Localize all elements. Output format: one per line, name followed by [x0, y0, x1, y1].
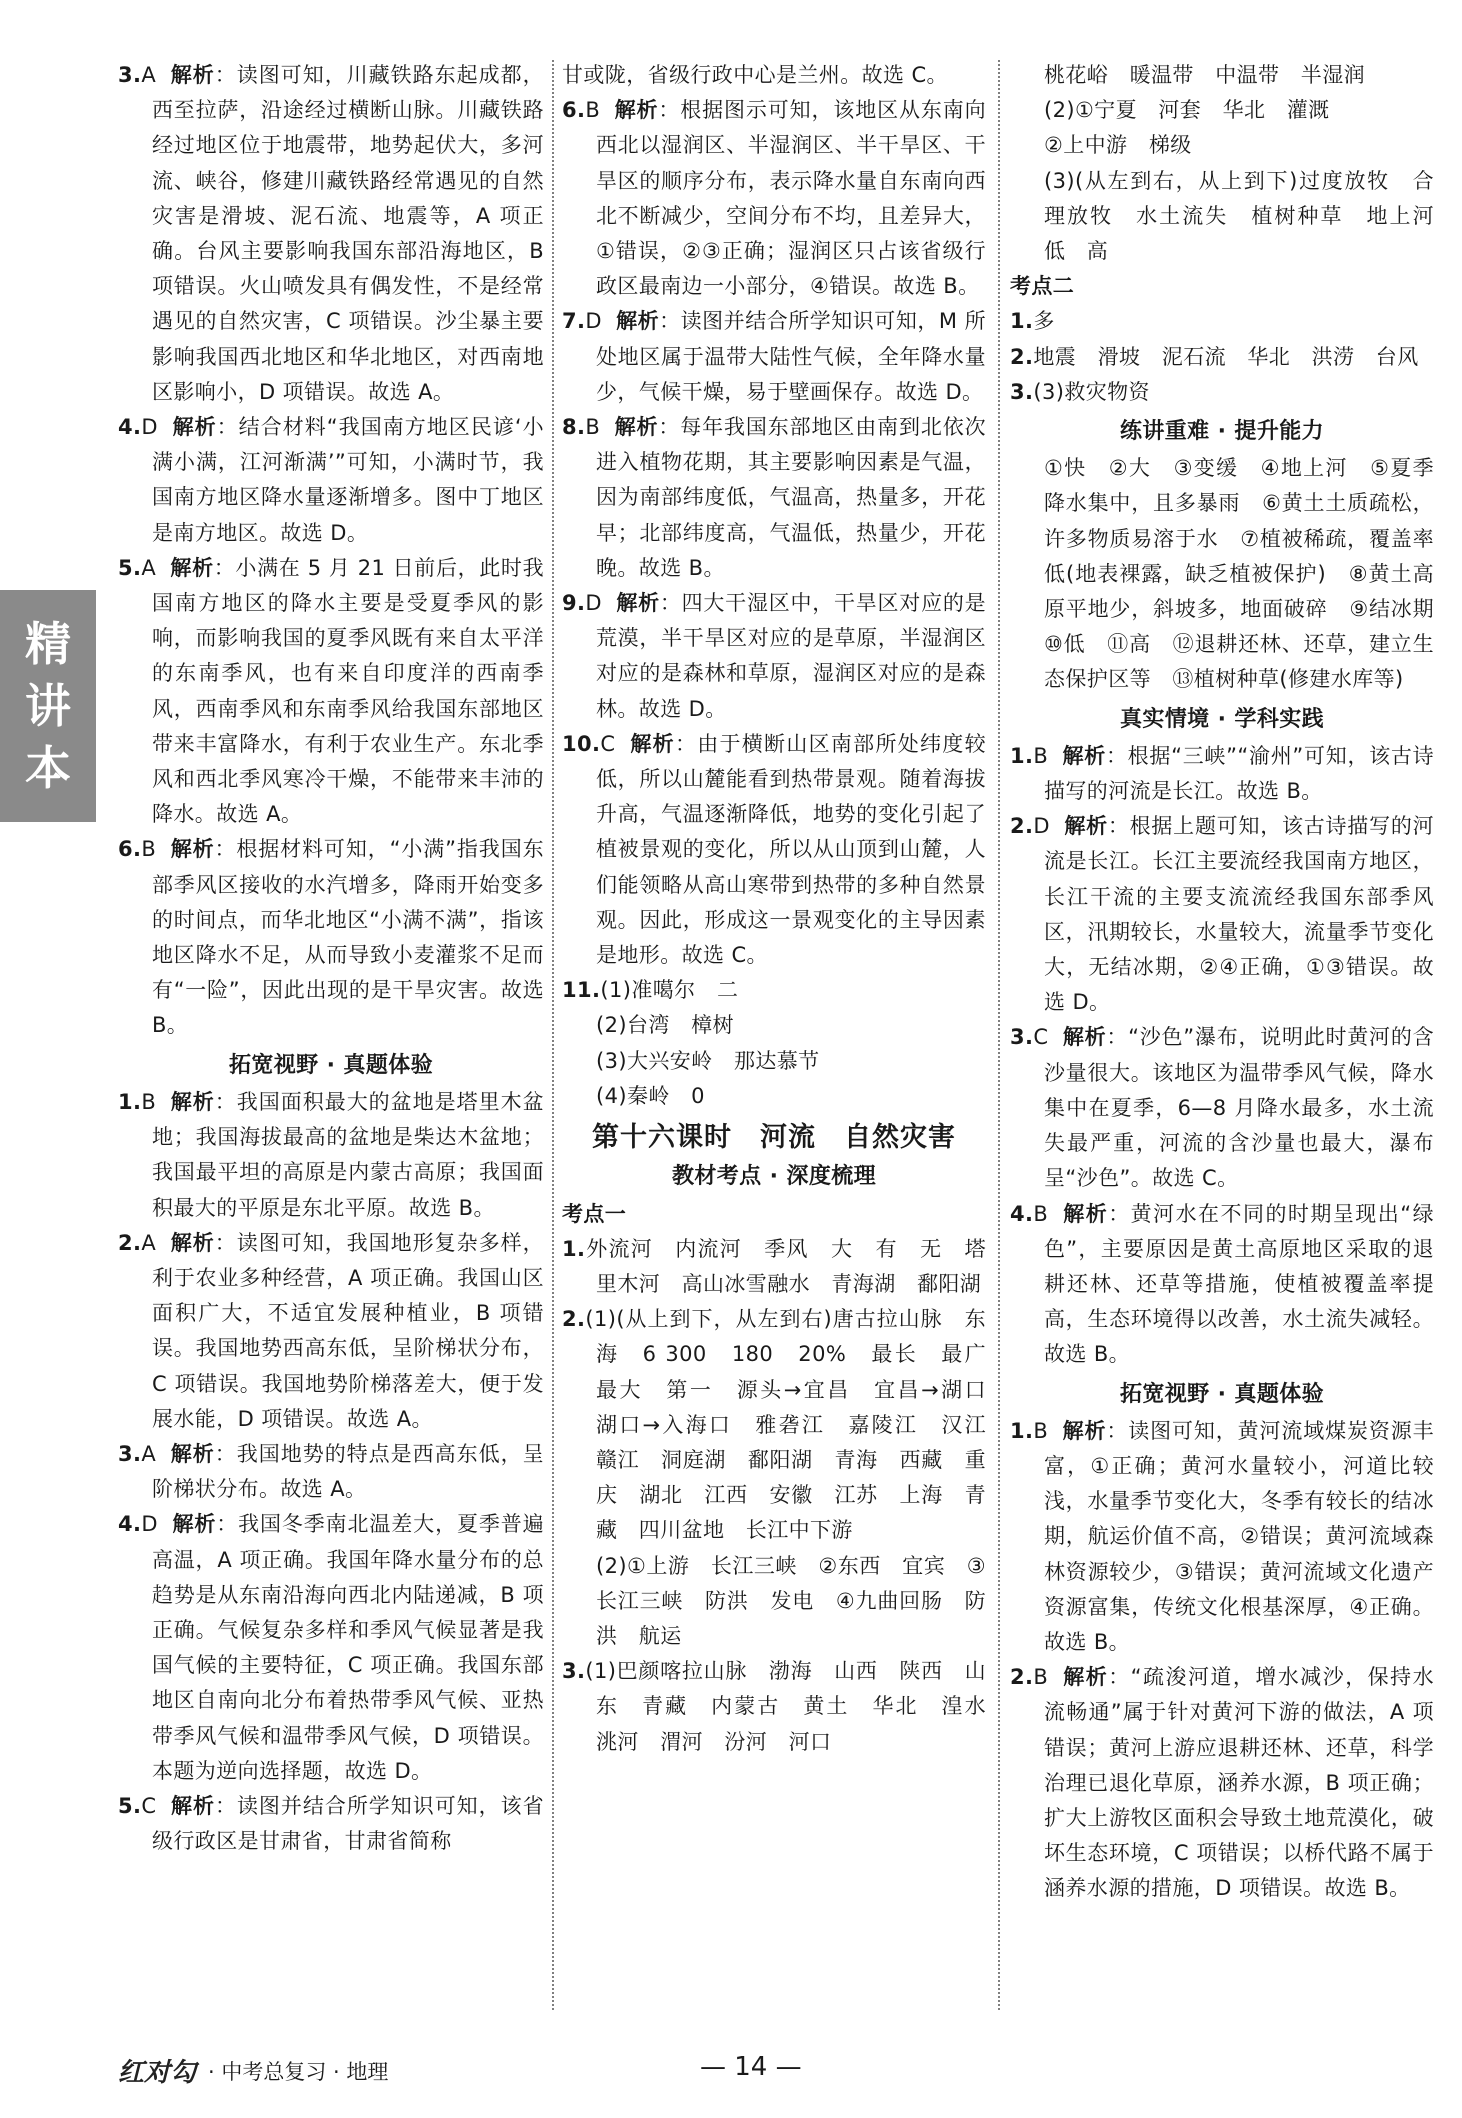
analysis-label: 解析: [170, 1230, 215, 1255]
brand-logo: 红对勾: [118, 2058, 197, 2088]
item-number: 1.: [1010, 1418, 1034, 1443]
answer-letter: A: [141, 555, 157, 580]
analysis-label: 解析: [170, 63, 215, 87]
answer-letter: D: [141, 1512, 158, 1537]
item-text: 解析：读图并结合所学知识可知，M 所处地区属于温带大陆性气候，全年降水量少，气候干燥，易于壁画保存。故选 D。: [596, 309, 986, 404]
item-number: 11.: [562, 978, 601, 1003]
item-number: 5.: [118, 555, 142, 580]
side-tab-char: 本: [25, 741, 71, 795]
column-3: [1010, 58, 1456, 1907]
analysis-label: 解析: [170, 1441, 215, 1466]
answer-line: (2)①宁夏 河套 华北 灌溉: [1044, 98, 1330, 123]
analysis-label: 解析: [171, 1512, 217, 1537]
item-number: 9.: [562, 591, 586, 616]
answer-item: [1010, 1660, 1434, 1906]
answer-item: [1010, 809, 1434, 1020]
analysis-label: 解析: [614, 415, 659, 440]
answer-letter: D: [1033, 814, 1050, 839]
analysis-label: 解析: [1062, 1025, 1107, 1050]
answer-item: [118, 1085, 544, 1226]
item-number: 6.: [118, 837, 142, 862]
item-text: (1)巴颜喀拉山脉 渤海 山西 陕西 山东 青藏 内蒙古 黄土 华北 湟水 洮河 渭河 汾河 河口: [585, 1659, 1008, 1754]
item-number: 3.: [1010, 1025, 1034, 1050]
answer-item: [1010, 340, 1434, 375]
analysis-label: 解析: [1062, 1665, 1109, 1690]
analysis-label: 解析: [171, 415, 217, 440]
answer-line: ②上中游 梯级: [1044, 133, 1192, 158]
item-number: 3.: [1010, 379, 1034, 404]
item-number: 6.: [562, 98, 586, 123]
analysis-label: 解析: [614, 98, 659, 123]
answer-item: [562, 304, 986, 410]
item-number: 2.: [1010, 1665, 1034, 1690]
answer-item: [118, 410, 544, 551]
analysis-label: 解析: [170, 837, 215, 862]
item-text: 解析：每年我国东部地区由南到北依次进入植物花期，其主要影响因素是气温，因为南部纬度低，气温高，热量多，开花早；北部纬度高，气温低，热量少，开花晚。故选 B。: [596, 415, 986, 580]
section-heading: 拓宽视野 · 真题体验: [1119, 1381, 1325, 1407]
answer-letter: A: [141, 63, 157, 87]
analysis-label: 解析: [1062, 743, 1106, 768]
item-text: 解析：读图可知，我国地形复杂多样，利于农业多种经营，A 项正确。我国山区面积广大，不适宜发展种植业，B 项错误。我国地势西高东低，呈阶梯状分布，C 项错误。我国地势阶梯落差大，便于发展水能，D 项错误。故选 A。: [152, 1230, 544, 1431]
item-text: (1)准噶尔 二: [600, 978, 739, 1003]
analysis-label: 解析: [1062, 1418, 1107, 1443]
answer-item: [562, 586, 986, 727]
item-number: 1.: [562, 1236, 586, 1261]
answer-line: (4)秦岭 0: [596, 1083, 705, 1108]
answer-item: [562, 727, 986, 973]
answer-item: [118, 1226, 544, 1437]
series-title: · 中考总复习 · 地理: [208, 2060, 389, 2084]
item-text: 解析：四大干湿区中，干旱区对应的是荒漠，半干旱区对应的是草原，半湿润区对应的是森林和草原，湿润区对应的是森林。故选 D。: [596, 591, 986, 721]
answer-letter: B: [1033, 1418, 1049, 1443]
section-heading: 真实情境 · 学科实践: [1119, 706, 1325, 732]
analysis-label: 解析: [615, 591, 660, 616]
item-number: 2.: [1010, 814, 1034, 839]
answer-item: [118, 551, 544, 833]
item-text: 解析：读图可知，川藏铁路东起成都，西至拉萨，沿途经过横断山脉。川藏铁路经过地区位于地震带，地势起伏大，多河流、峡谷，修建川藏铁路经常遇见的自然灾害是滑坡、泥石流、地震等，A 项正确。台风主要影响我国东部沿海地区，B 项错误。火山喷发具有偶发性，不是经常遇见的自然灾害，C 项错误。沙尘暴主要影响我国西北地区和华北地区，对西南地区影响小，D 项错误。故选 A。: [152, 63, 544, 404]
answer-line: (3)(从左到右，从上到下)过度放牧 合理放牧 水土流失 植树种草 地上河 低 高: [1044, 168, 1456, 264]
item-text: 解析：读图并结合所学知识可知，该省级行政区是甘肃省，甘肃省简称: [152, 1793, 544, 1854]
answer-letter: B: [1033, 1201, 1049, 1226]
item-text: 解析：读图可知，黄河流域煤炭资源丰富，①正确；黄河水量较小，河道比较浅，水量季节变化大，冬季有较长的结冰期，航运价值不高，②错误；黄河流域森林资源较少，③错误；黄河流域文化遗产资源富集，传统文化根基深厚，④正确。故选 B。: [1044, 1418, 1434, 1654]
item-text: (3)救灾物资: [1033, 379, 1150, 404]
answer-letter: B: [1033, 1665, 1049, 1690]
answer-item: [118, 58, 544, 410]
side-tab: [0, 590, 96, 822]
answer-line: (2)台湾 樟树: [596, 1013, 734, 1038]
item-text: 解析：我国面积最大的盆地是塔里木盆地；我国海拔最高的盆地是柴达木盆地；我国最平坦的高原是内蒙古高原；我国面积最大的平原是东北平原。故选 B。: [152, 1089, 544, 1220]
analysis-label: 解析: [615, 309, 660, 334]
answer-letter: C: [141, 1793, 157, 1818]
analysis-label: 解析: [170, 1089, 215, 1114]
item-number: 3.: [118, 63, 142, 87]
answer-letter: B: [141, 837, 157, 862]
item-number: 10.: [562, 731, 601, 756]
item-number: 3.: [562, 1659, 586, 1684]
answer-item: [562, 1232, 986, 1302]
answer-item: [1010, 304, 1434, 339]
item-text: 解析：结合材料“我国南方地区民谚‘小满小满，江河渐满’”可知，小满时节，我国南方地区降水量逐渐增多。图中丁地区是南方地区。故选 D。: [152, 415, 544, 545]
column-2: [562, 58, 1008, 1760]
analysis-label: 解析: [1063, 814, 1108, 839]
lesson-title: 第十六课时 河流 自然灾害: [592, 1122, 956, 1154]
answer-item: [1010, 1197, 1434, 1373]
item-text: 解析：根据上题可知，该古诗描写的河流是长江。长江主要流经我国南方地区，长江干流的主要支流流经我国东部季风区，汛期较长，水量较大，流量季节变化大，无结冰期，②④正确，①③错误。故选 D。: [1044, 814, 1434, 1015]
answer-letter: D: [585, 591, 602, 616]
item-number: 4.: [118, 1512, 142, 1537]
item-number: 1.: [1010, 309, 1034, 334]
side-tab-char: 讲: [25, 679, 71, 733]
answer-line: 桃花峪 暖温带 中温带 半湿润: [1044, 63, 1365, 87]
answer-item: [562, 1654, 1008, 1760]
item-number: 1.: [118, 1089, 142, 1114]
answer-item: [118, 1507, 544, 1789]
answer-letter: B: [585, 415, 601, 440]
item-text: 解析：由于横断山区南部所处纬度较低，所以山麓能看到热带景观。随着海拔升高，气温逐渐降低，地势的变化引起了植被景观的变化，所以从山顶到山麓，人们能领略从高山寒带到热带的多种自然景观。因此，形成这一景观变化的主导因素是地形。故选 C。: [596, 731, 986, 968]
item-number: 4.: [118, 415, 142, 440]
item-text: 解析：根据材料可知，“小满”指我国东部季风区接收的水汽增多，降雨开始变多的时间点，而华北地区“小满不满”，指该地区降水不足，从而导致小麦灌浆不足而有“一险”，因此出现的是干旱灾害。故选 B。: [152, 837, 544, 1038]
item-number: 3.: [118, 1441, 142, 1466]
answer-letter: A: [141, 1441, 157, 1466]
item-text: 解析：根据“三峡”“渝州”可知，该古诗描写的河流是长江。故选 B。: [1044, 743, 1434, 804]
answer-line: (3)大兴安岭 那达慕节: [596, 1048, 820, 1073]
answer-item: [118, 832, 544, 1043]
answer-item: [562, 973, 986, 1008]
item-text: 外流河 内流河 季风 大 有 无 塔里木河 高山冰雪融水 青海湖 鄱阳湖: [585, 1236, 986, 1296]
answer-item: [562, 93, 986, 304]
analysis-label: 解析: [1062, 1201, 1109, 1226]
column-1: [118, 58, 544, 1859]
answer-item: [118, 1437, 544, 1507]
item-text: 解析：我国地势的特点是西高东低，呈阶梯状分布。故选 A。: [152, 1441, 544, 1502]
subsection-heading: 考点一: [562, 1201, 627, 1226]
continued-text: 甘或陇，省级行政中心是兰州。故选 C。: [562, 63, 948, 87]
answer-letter: C: [1033, 1025, 1049, 1050]
answer-letter: B: [141, 1089, 157, 1114]
analysis-label: 解析: [170, 555, 214, 580]
answer-line: (2)①上游 长江三峡 ②东西 宜宾 ③长江三峡 防洪 发电 ④九曲回肠 防洪 航运: [596, 1553, 986, 1648]
answer-letter: B: [585, 98, 601, 123]
column-divider: [552, 60, 554, 2010]
answer-item: [1010, 739, 1434, 809]
item-number: 2.: [1010, 344, 1034, 369]
answer-item: [1010, 375, 1434, 410]
item-text: (1)(从上到下，从左到右)唐古拉山脉 东海 6 300 180 20% 最长 最广 最大 第一 源头→宜昌 宜昌→湖口 湖口→入海口 雅砻江 嘉陵江 汉江 赣江 洞庭湖 鄱阳湖 青海 西藏 重庆 湖北 江西 安徽 江苏 上海 青藏 四川盆地 长江中下游: [585, 1307, 1008, 1543]
answer-letter: D: [141, 415, 158, 440]
subsection-heading: 考点二: [1010, 274, 1075, 299]
answer-line: ①快 ②大 ③变缓 ④地上河 ⑤夏季降水集中，且多暴雨 ⑥黄土土质疏松，许多物质易溶于水 ⑦植被稀疏，覆盖率低(地表裸露，缺乏植被保护) ⑧黄土高原平地少，斜坡多，地面破碎 ⑨结冰期 ⑩低 ⑪高 ⑫退耕还林、还草，建立生态保护区等 ⑬植树种草(修建水库等): [1044, 456, 1456, 692]
analysis-label: 解析: [629, 731, 675, 756]
item-text: 解析：小满在 5 月 21 日前后，此时我国南方地区的降水主要是受夏季风的影响，而影响我国的夏季风既有来自太平洋的东南季风，也有来自印度洋的西南季风，西南季风和东南季风给我国东部地区带来丰富降水，有利于农业生产。东北季风和西北季风寒冷干燥，不能带来丰沛的降水。故选 A。: [152, 555, 544, 827]
analysis-label: 解析: [170, 1793, 215, 1818]
answer-item: [562, 1302, 1008, 1548]
side-tab-char: 精: [25, 617, 71, 671]
answer-item: [1010, 1414, 1434, 1660]
answer-letter: D: [585, 309, 602, 334]
section-heading: 拓宽视野 · 真题体验: [228, 1052, 434, 1078]
item-text: 解析：“沙色”瀑布，说明此时黄河的含沙量很大。该地区为温带季风气候，降水集中在夏季，6—8 月降水最多，水土流失最严重，河流的含沙量也最大，瀑布呈“沙色”。故选 C。: [1044, 1025, 1434, 1191]
item-number: 4.: [1010, 1201, 1034, 1226]
answer-letter: B: [1033, 743, 1049, 768]
item-text: 解析：根据图示可知，该地区从东南向西北以湿润区、半湿润区、半干旱区、干旱区的顺序分布，表示降水量自东南向西北不断减少，空间分布不均，且差异大，①错误，②③正确；湿润区只占该省级行政区最南边一小部分，④错误。故选 B。: [596, 98, 986, 299]
item-text: 解析：我国冬季南北温差大，夏季普遍高温，A 项正确。我国年降水量分布的总趋势是从东南沿海向西北内陆递减，B 项正确。气候复杂多样和季风气候显著是我国气候的主要特征，C 项正确。我国东部地区自南向北分布着热带季风气候、亚热带季风气候和温带季风气候，D 项错误。本题为逆向选择题，故选 D。: [152, 1512, 545, 1783]
answer-item: [562, 410, 986, 586]
page-number: — 14 —: [700, 2052, 802, 2082]
answer-item: [1010, 1020, 1434, 1196]
item-number: 7.: [562, 309, 586, 334]
item-number: 2.: [562, 1307, 586, 1332]
item-text: 地震 滑坡 泥石流 华北 洪涝 台风: [1033, 344, 1419, 369]
answer-letter: A: [141, 1230, 157, 1255]
item-text: 解析：黄河水在不同的时期呈现出“绿色”，主要原因是黄土高原地区采取的退耕还林、还草等措施，使植被覆盖率提高，生态环境得以改善，水土流失减轻。故选 B。: [1044, 1201, 1434, 1367]
answer-letter: C: [600, 731, 616, 756]
item-number: 8.: [562, 415, 586, 440]
item-text: 解析：“疏浚河道，增水减沙，保持水流畅通”属于针对黄河下游的做法，A 项错误；黄河上游应退耕还林、还草，科学治理已退化草原，涵养水源，B 项正确；扩大上游牧区面积会导致土地荒漠化，破坏生态环境，C 项错误；以桥代路不属于涵养水源的措施，D 项错误。故选 B。: [1044, 1665, 1434, 1901]
item-number: 1.: [1010, 743, 1034, 768]
item-text: 多: [1033, 309, 1055, 334]
answer-item: [118, 1789, 544, 1859]
section-heading: 练讲重难 · 提升能力: [1119, 419, 1325, 445]
item-number: 2.: [118, 1230, 142, 1255]
section-heading: 教材考点 · 深度梳理: [671, 1164, 877, 1190]
item-number: 5.: [118, 1793, 142, 1818]
